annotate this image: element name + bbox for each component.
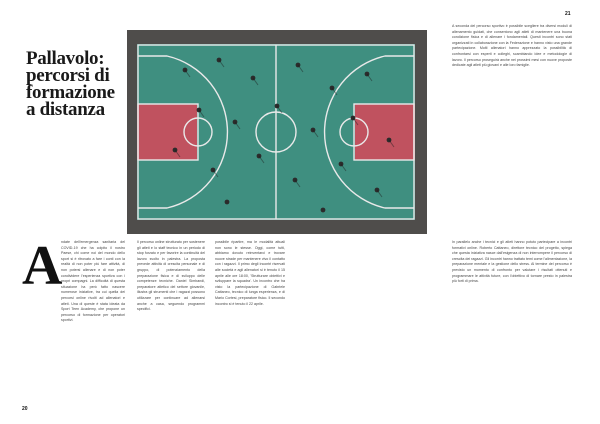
text-column-1 xyxy=(61,240,125,402)
title-line: a distanza xyxy=(26,99,105,120)
left-page-number: 20 xyxy=(22,406,28,412)
title-line: formazione xyxy=(26,82,115,103)
people-layer xyxy=(127,30,427,234)
column-body: ndate dell'emergenza sanitaria del COVID-19 che ha colpito il nostro Paese, chi come noi del mondo dello sport si è ritrovato a fare i conti con la realtà di non poter più fare attività, di non potersi allenare e di non poter condividere l'esperienza sportiva con i propri compagni. La difficoltà di questa situazione ha però fatto nascere numerose iniziative, tra cui quella dei percorsi online rivolti ad allenatori e atleti. Una di queste è stata ideata da Sport Teen Academy, che propone un percorso di formazione per operatori sportivi. xyxy=(61,240,125,323)
title-line: Pallavolo: xyxy=(26,48,105,69)
court-photo xyxy=(127,30,427,234)
column-body: In parallelo anche i tecnici e gli atleti hanno potuto partecipare a incontri formativi online. Roberto Cattaneo, direttore tecnico del progetto, spiega che questa iniziativa nasce dall'esigenza di non interrompere il percorso di crescita dei ragazzi. Gli incontri hanno trattato temi come l'alimentazione, la preparazione mentale e la gestione dello stress. Al termine del percorso è previsto un momento di confronto per valutare i risultati ottenuti e programmare le attività future, con l'obiettivo di tornare presto in palestra più forti di prima. xyxy=(452,240,572,284)
column-body: possibile ripartire, ma le modalità attuali non sono le stesse. Oggi, come tutti, abbiamo dovuto reinventarci e trovare nuove strade per mantenere vivo il contatto con i ragazzi. Il primo degli incontri riservati alle società e agli allenatori si è tenuto il 15 aprile alle ore 18:00, 'Strutturare obiettivi e sviluppare la squadra'. Un incontro che ha visto la partecipazione di Gabriele Cattaneo, tecnico di lunga esperienza, e di Mario Cortesi, preparatore fisico. Il secondo incontro si è tenuto il 22 aprile. xyxy=(215,240,285,306)
text-column-3 xyxy=(215,240,285,402)
right-page-number: 21 xyxy=(565,11,571,17)
column-body: Il percorso online strutturato per sostenere gli atleti e lo staff tecnico in un periodo di stop forzato e per favorire la continuità del lavoro svolto in palestra. La proposta prevede attività di crescita personale e di gruppo, di potenziamento della preparazione fisica e di sviluppo delle competenze tecniche. Daniel Simbandi, preparatore atletico del settore giovanile, illustra gli strumenti che i ragazzi possono utilizzare per continuare ad allenarsi anche a casa, seguendo programmi specifici. xyxy=(137,240,205,312)
text-column-5 xyxy=(452,240,572,402)
column-body: A seconda del percorso sportivo è possibile scegliere tra diversi moduli di allenamento guidati, che consentono agli atleti di mantenere una buona condizione fisica e di allenare i fondamentali. Questi incontri sono stati organizzati in collaborazione con la Federazione e hanno visto una grande partecipazione. Molti allenatori hanno apprezzato la possibilità di confrontarsi con esperti e colleghi, scambiando idee e metodologie di lavoro. Il percorso proseguirà anche nei prossimi mesi con nuove proposte dedicate agli atleti più giovani e alle loro famiglie. xyxy=(452,24,572,68)
drop-cap: A xyxy=(22,235,63,297)
text-column-4 xyxy=(452,24,572,234)
text-column-2 xyxy=(137,240,205,402)
title-line: percorsi di xyxy=(26,65,110,86)
